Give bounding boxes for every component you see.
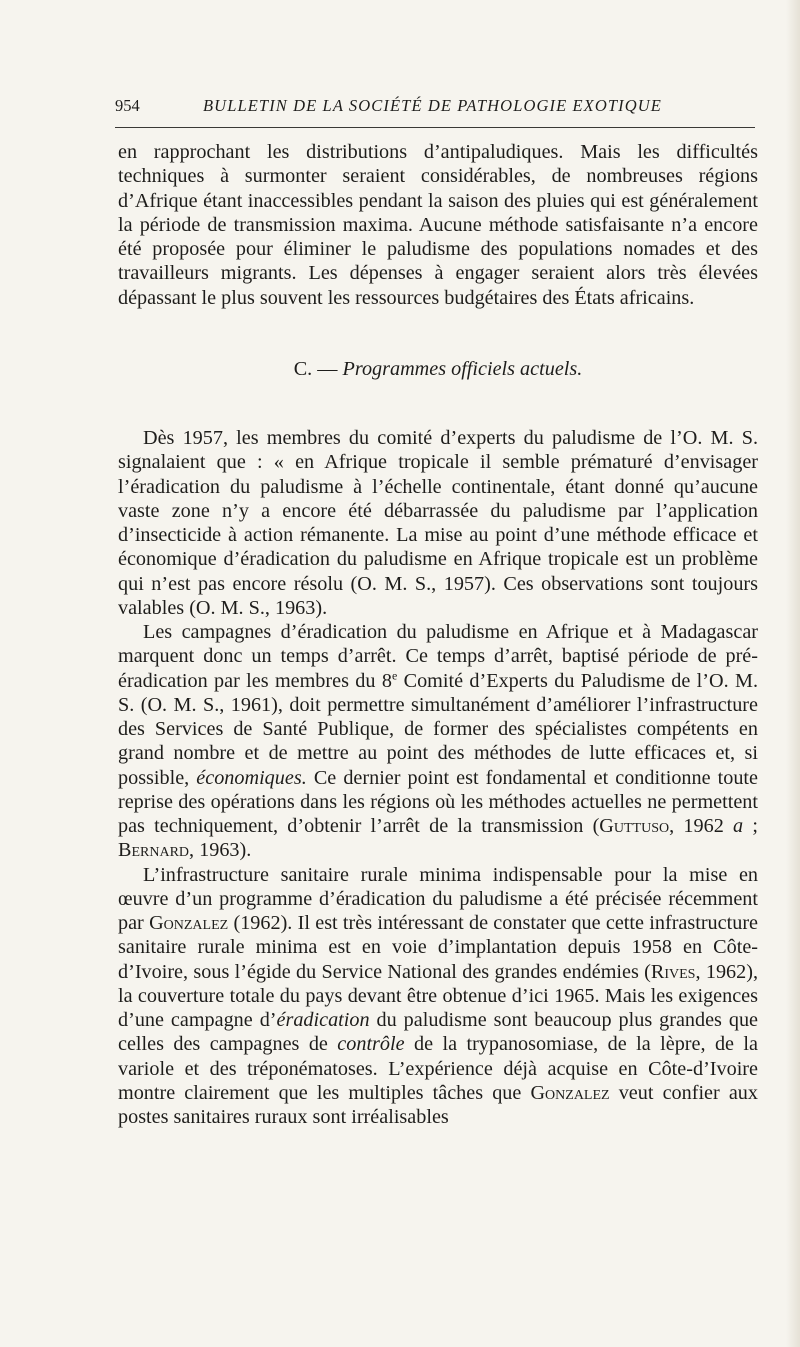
- text-run: , 1962), la couverture totale du pays devant être obtenue d’ici 1965. Mais les exigences d’une campagne d’: [118, 960, 758, 1031]
- section-name: Programmes officiels actuels.: [342, 357, 583, 380]
- text-run: (1962). Il est très intéressant de constater que cette infrastructure sanitaire rurale minima est en voie d’implantation depuis 1958 en Côte-d’Ivoire, sous l’égide du Service National des grandes endémies (: [118, 912, 758, 983]
- paragraph-continuation: en rapprochant les distributions d’antipaludiques. Mais les difficultés techniques à surmonter seraient considérables, de nombreuses régions d’Afrique étant inaccessibles pendant la saison des pluies qui est généralement la période de transmission maxima. Aucune méthode satisfaisante n’a encore été proposée pour éliminer le paludisme des populations nomades et des travailleurs migrants. Les dépenses à engager seraient alors très élevées dépassant le plus souvent les ressources budgétaires des États africains.: [118, 141, 758, 309]
- header-rule: [115, 127, 755, 128]
- superscript: e: [391, 667, 398, 682]
- author-name: Guttuso: [599, 815, 670, 837]
- text-run: Comité d’Experts du Paludisme de l’O. M. S. (O. M. S., 1961), doit permettre simultanément d’améliorer l’infrastructure des Services de Santé Publique, de former des spécialistes compétents en grand nombre et de mettre au point des méthodes de lutte efficaces et, si possible,: [118, 669, 758, 789]
- italic-text: économiques.: [196, 766, 307, 789]
- text-run: L’infrastructure sanitaire rurale minima indispensable pour la mise en œuvre d’un programme d’éradication du paludisme a été précisée récemment par: [118, 863, 758, 934]
- italic-text: éradication: [276, 1009, 370, 1031]
- author-name: Rives: [650, 960, 696, 983]
- text-run: , 1962: [669, 815, 734, 837]
- page-edge-shadow: [786, 0, 800, 1347]
- italic-text: contrôle: [337, 1033, 405, 1056]
- text-run: , 1963).: [189, 839, 252, 862]
- section-heading: [118, 357, 758, 381]
- paragraph-pre-eradication: [118, 620, 758, 863]
- author-name: Gonzalez: [149, 912, 229, 934]
- text-run: de la trypanosomiase, de la lèpre, de la variole et des tréponématoses. L’expérience déjà acquise en Côte-d’Ivoire montre clairement que les multiples tâches que: [118, 1033, 758, 1104]
- page-header: [115, 96, 755, 126]
- italic-text: a: [733, 815, 744, 837]
- text-run: Ce dernier point est fondamental et conditionne toute reprise des opérations dans les régions où les méthodes actuelles ne permettent pas techniquement, d’obtenir l’arrêt de la transmission (: [118, 766, 758, 837]
- text-run: veut confier aux postes sanitaires ruraux sont irréalisables: [118, 1081, 758, 1128]
- paragraph-oms-1957: Dès 1957, les membres du comité d’experts du paludisme de l’O. M. S. signalaient que : « en Afrique tropicale il semble prématuré d’envisager l’éradication du paludisme à l’échelle continentale, étant donné qu’aucune vaste zone n’y a encore été débarrassée du paludisme par l’application d’insecticide à action rémanente. La mise au point d’une méthode efficace et économique d’éradication du paludisme en Afrique tropicale est un problème qui n’est pas encore résolu (O. M. S., 1957). Ces observations sont toujours valables (O. M. S., 1963).: [118, 427, 758, 619]
- text-run: Les campagnes d’éradication du paludisme en Afrique et à Madagascar marquent donc un temps d’arrêt. Ce temps d’arrêt, baptisé période de pré-éradication par les membres du 8: [118, 621, 758, 692]
- author-name: Gonzalez: [530, 1081, 610, 1104]
- section-label: C. —: [293, 357, 338, 380]
- author-name: Bernard: [118, 839, 190, 862]
- paragraph-infrastructure: [118, 863, 758, 1130]
- running-title: BULLETIN DE LA SOCIÉTÉ DE PATHOLOGIE EXOTIQUE: [203, 96, 662, 115]
- body-text: [118, 140, 758, 1129]
- page-number: 954: [115, 96, 140, 115]
- text-run: du paludisme sont beaucoup plus grandes que celles des campagnes de: [118, 1009, 759, 1056]
- text-run: ;: [743, 815, 759, 837]
